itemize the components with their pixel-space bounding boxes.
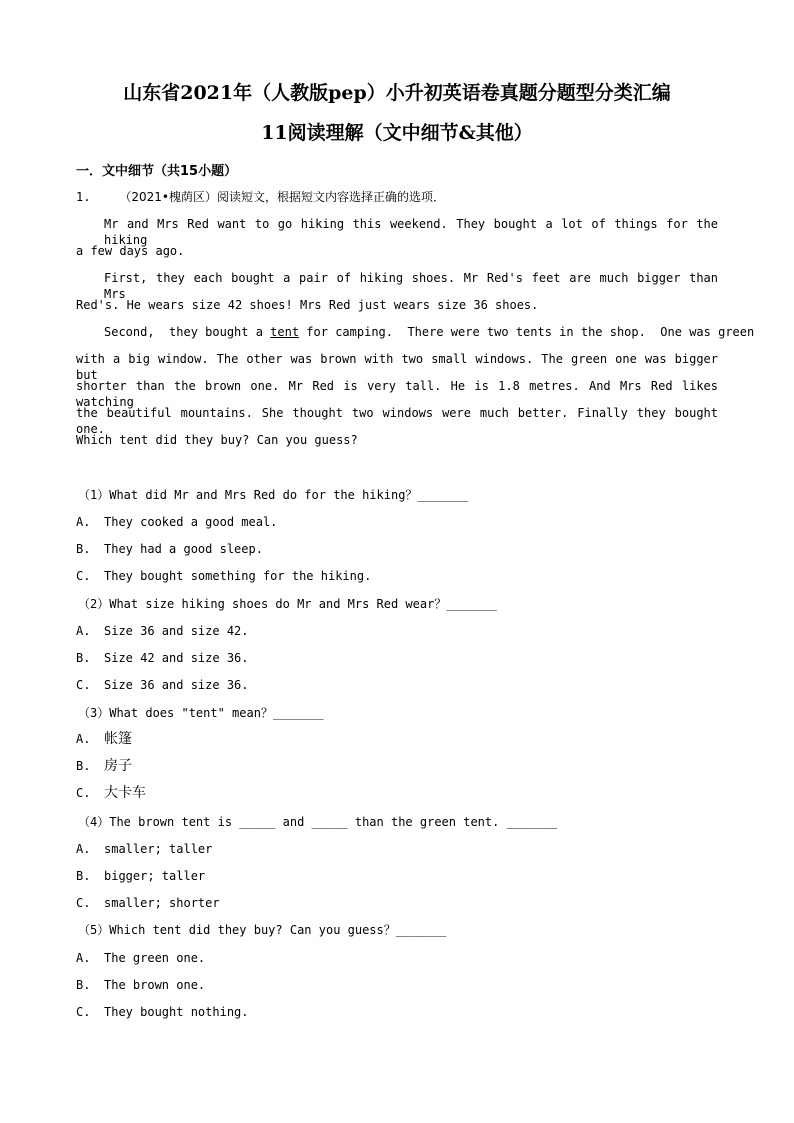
sub-question-2: （2）What size hiking shoes do Mr and Mrs Red wear？_______	[78, 597, 497, 611]
passage-line: Second, they bought a tent for camping. There were two tents in the shop. One was green	[104, 325, 755, 339]
question-number: 1.	[76, 190, 91, 204]
passage-line: a few days ago.	[76, 244, 185, 258]
option-4b: B. bigger; taller	[76, 869, 206, 883]
question-instruction: （2021•槐荫区）阅读短文，根据短文内容选择正确的选项．	[119, 190, 445, 204]
option-5b: B. The brown one.	[76, 978, 206, 992]
document-title: 山东省2021年（人教版pep）小升初英语卷真题分题型分类汇编	[123, 82, 671, 104]
option-1b: B. They had a good sleep.	[76, 542, 263, 556]
option-2c: C. Size 36 and size 36.	[76, 678, 249, 692]
question-header	[76, 189, 445, 205]
passage-line: Red's. He wears size 42 shoes! Mrs Red just wears size 36 shoes.	[76, 298, 539, 312]
sub-question-3: （3）What does "tent" mean？_______	[78, 706, 324, 720]
sub-question-1: （1）What did Mr and Mrs Red do for the hiking？_______	[78, 488, 469, 502]
option-3c: C. 大卡车	[76, 785, 146, 801]
underlined-word-tent: tent	[270, 325, 300, 339]
document-subtitle: 11阅读理解（文中细节&其他）	[261, 122, 533, 144]
passage-line: with a big window. The other was brown with two small windows. The green one was bigger but	[76, 352, 718, 382]
option-5a: A. The green one.	[76, 951, 206, 965]
passage-line: Which tent did they buy? Can you guess?	[76, 433, 358, 447]
passage-line: shorter than the brown one. Mr Red is very tall. He is 1.8 metres. And Mrs Red likes watching	[76, 379, 718, 409]
option-1c: C. They bought something for the hiking.	[76, 569, 372, 583]
option-2a: A. Size 36 and size 42.	[76, 624, 249, 638]
passage-line: the beautiful mountains. She thought two windows were much better. Finally they bought one.	[76, 406, 718, 436]
option-2b: B. Size 42 and size 36.	[76, 651, 249, 665]
passage-line: First, they each bought a pair of hiking shoes. Mr Red's feet are much bigger than Mrs	[104, 271, 718, 301]
option-4a: A. smaller; taller	[76, 842, 213, 856]
option-5c: C. They bought nothing.	[76, 1005, 249, 1019]
option-4c: C. smaller; shorter	[76, 896, 220, 910]
sub-question-4: （4）The brown tent is _____ and _____ than the green tent. _______	[78, 815, 558, 829]
option-1a: A. They cooked a good meal.	[76, 515, 278, 529]
option-3a: A. 帐篷	[76, 731, 132, 747]
sub-question-5: （5）Which tent did they buy? Can you guess？_______	[78, 923, 447, 937]
section-heading: 一．文中细节（共15小题）	[76, 164, 238, 179]
passage-line: Mr and Mrs Red want to go hiking this weekend. They bought a lot of things for the hiking	[104, 217, 718, 247]
option-3b: B. 房子	[76, 758, 132, 774]
